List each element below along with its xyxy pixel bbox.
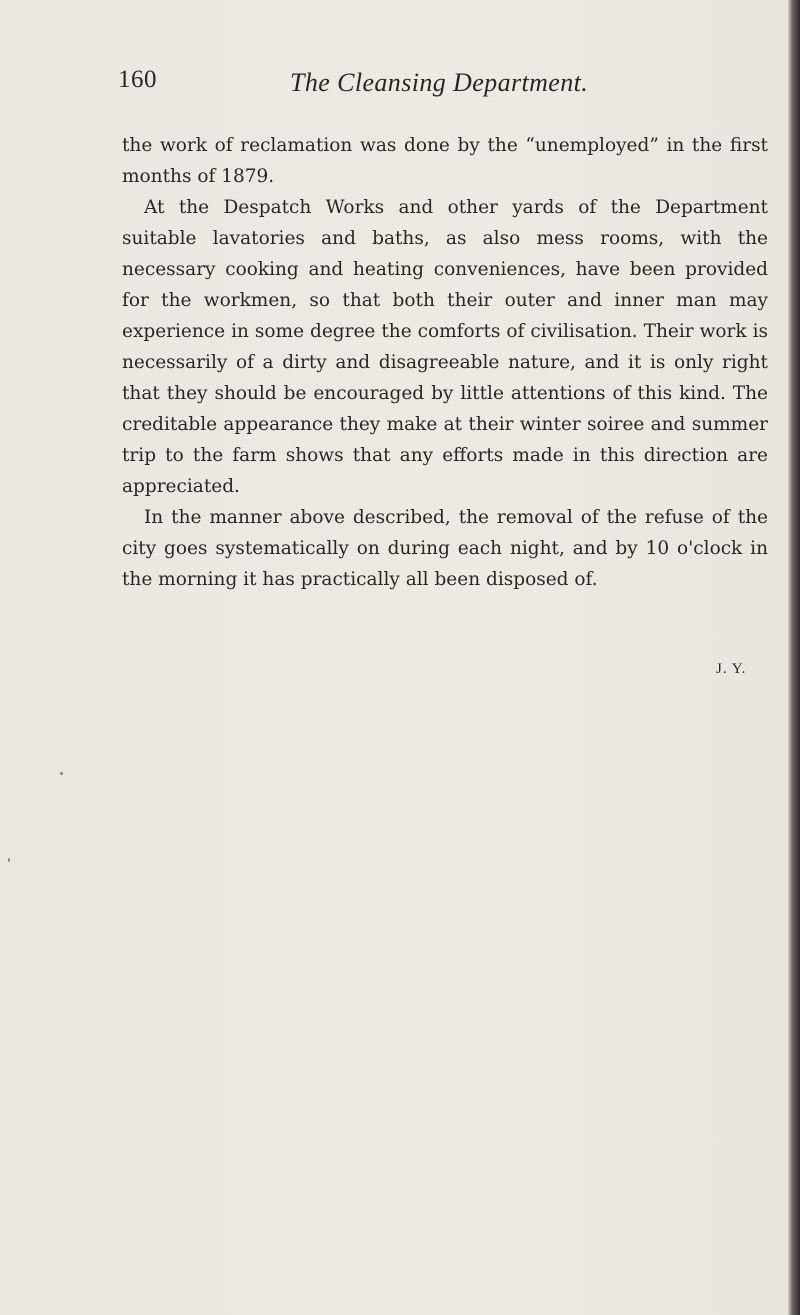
paper-speck: [8, 858, 10, 862]
paragraph-2: At the Despatch Works and other yards of the Department suitable lavatories and baths, as also mess rooms, with the necessary cooking and heating conveniences, have been provided for the workmen, so that both their outer and inner man may experience in some degree the comforts of civilisation. Their work is necessarily of a dirty and disagreeable nature, and it is only right that they should be encouraged by little attentions of this kind. The creditable appearance they make at their winter soiree and summer trip to the farm shows that any efforts made in this direction are appreciated.: [122, 197, 768, 497]
author-signature: J. Y.: [716, 661, 747, 677]
body-text: [122, 130, 768, 595]
paragraph-1: the work of reclamation was done by the “unemployed” in the first months of 1879.: [122, 135, 768, 187]
page-title: The Cleansing Department.: [290, 68, 589, 97]
binding-edge: [788, 0, 800, 1315]
paper-speck: [60, 772, 63, 775]
page-number: 160: [118, 66, 157, 93]
paragraph-3: In the manner above described, the removal of the refuse of the city goes systematically on during each night, and by 10 o'clock in the morning it has practically all been disposed of.: [122, 507, 768, 590]
running-head: [118, 66, 618, 106]
